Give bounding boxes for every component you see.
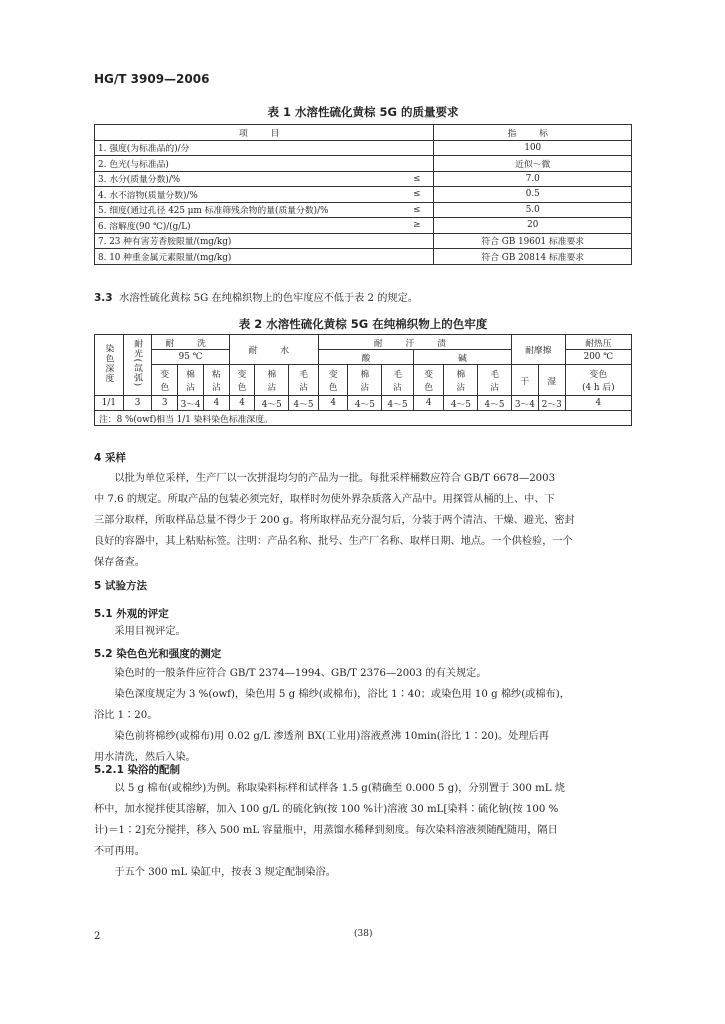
standard-number: HG/T 3909—2006: [94, 72, 210, 86]
table-row: [95, 396, 632, 411]
symbol-cell: [400, 233, 434, 249]
table1-quality-requirements: [94, 124, 632, 265]
value-cell: 符合 GB 19601 标准要求: [434, 233, 632, 249]
table-header-row: [95, 335, 632, 350]
table-row: [95, 171, 632, 187]
paragraph-line: 染色深度规定为 3 %(owf)，染色用 5 g 棉纱(或棉布)，浴比 1∶40；或染色用 10 g 棉纱(或棉布)，: [114, 689, 570, 700]
paragraph-line: 以 5 g 棉布(或棉纱)为例。称取染料标样和试样各 1.5 g(精确至 0.000 5 g)，分别置于 300 mL 烧: [114, 783, 565, 794]
section-4-title: 4 采样: [94, 452, 126, 464]
original-page-number: (38): [354, 929, 373, 939]
item-cell: 1. 强度(为标准品的)/分: [95, 140, 401, 156]
data-cell: 4～5: [289, 396, 319, 411]
sub-header-bottom: 沾: [186, 383, 195, 393]
sub-header: [204, 365, 230, 396]
symbol-cell: ≤: [400, 187, 434, 203]
section-number: 3.3: [94, 292, 113, 304]
table-row: [95, 202, 632, 218]
sub-header-top: 变: [160, 370, 170, 380]
rub-header: 耐摩擦: [511, 335, 565, 365]
section-3-3: [94, 288, 418, 309]
table1-caption: 表 1 水溶性硫化黄棕 5G 的质量要求: [267, 105, 459, 119]
data-cell: 3～4: [178, 396, 204, 411]
table2-caption: 表 2 水溶性硫化黄棕 5G 在纯棉织物上的色牢度: [238, 317, 488, 331]
symbol-cell: ≤: [400, 171, 434, 187]
sub-header-top: 棉: [360, 370, 370, 380]
col-spec-header: 指 标: [434, 125, 632, 141]
section-5-2-1-title: 5.2.1 染浴的配制: [94, 764, 181, 776]
section-4-body: [94, 468, 634, 573]
heat-sub-header: [565, 365, 631, 396]
value-cell: 符合 GB 20814 标准要求: [434, 249, 632, 265]
sub-header-top: 毛: [299, 370, 308, 380]
item-cell: 5. 细度(通过孔径 425 μm 标准筛残余物的量(质量分数)/%: [95, 202, 401, 218]
section-text: 水溶性硫化黄棕 5G 在纯棉织物上的色牢度应不低于表 2 的规定。: [119, 293, 419, 304]
sub-header-bottom: 色: [237, 383, 247, 393]
sub-header: [318, 365, 348, 396]
col-item-header: 项 目: [95, 125, 434, 141]
sub-header: [255, 365, 289, 396]
data-cell: 4～5: [348, 396, 382, 411]
sub-header-top: 粘: [211, 370, 221, 380]
data-cell: 4: [413, 396, 444, 411]
sub-header: [289, 365, 319, 396]
sub-header-bottom: 沾: [267, 383, 277, 393]
sub-header-bottom: 色: [328, 383, 338, 393]
item-cell: 3. 水分(质量分数)/%: [95, 171, 401, 187]
table-row: [95, 233, 632, 249]
symbol-cell: [400, 156, 434, 172]
data-cell: 3: [123, 396, 152, 411]
table-header-row: [95, 365, 632, 396]
sub-header-bottom: 沾: [360, 383, 370, 393]
paragraph-line: 采用目视评定。: [114, 626, 186, 637]
light-header: [123, 335, 152, 396]
data-cell: 4～5: [255, 396, 289, 411]
wash-header: 耐 洗: [152, 335, 229, 350]
table-row: [95, 156, 632, 172]
table-row: [95, 249, 632, 265]
paragraph-line: 染色时的一般条件应符合 GB/T 2374—1994、GB/T 2376—2003 的有关规定。: [114, 668, 487, 679]
section-5-2-1-body: [94, 778, 634, 883]
sub-header-bottom: 沾: [490, 383, 499, 393]
paragraph-line: 杯中，加水搅拌使其溶解，加入 100 g/L 的硫化钠(按 100 %计)溶液 30 mL[染料∶硫化钠(按 100 %: [94, 804, 559, 815]
value-cell: 7.0: [434, 171, 632, 187]
paragraph-line: 不可再用。: [94, 846, 145, 857]
section-5-2-body: [94, 663, 634, 768]
section-5-title: 5 试验方法: [94, 580, 147, 592]
sub-header-bottom: 色: [160, 383, 170, 393]
table2-color-fastness: [94, 334, 632, 426]
data-cell: 4: [229, 396, 255, 411]
sub-header-bottom: 沾: [211, 383, 221, 393]
paragraph-line: 染色前将棉纱(或棉布)用 0.02 g/L 渗透剂 BX(工业用)溶液煮沸 10min(浴比 1∶20)。处理后再: [114, 731, 549, 742]
table-row: [95, 218, 632, 234]
sub-header: [413, 365, 444, 396]
sub-header-bottom: 沾: [456, 383, 466, 393]
symbol-cell: ≥: [400, 218, 434, 234]
sub-header-bottom: 沾: [393, 383, 402, 393]
heat-temp: 200 ℃: [565, 350, 631, 365]
data-cell: 4～5: [382, 396, 414, 411]
sub-header: [348, 365, 382, 396]
item-cell: 4. 水不溶物(质量分数)/%: [95, 187, 401, 203]
sub-header-top: 毛: [490, 370, 499, 380]
data-cell: 3: [152, 396, 178, 411]
sub-header-top: 变: [237, 370, 247, 380]
paragraph-line: 中 7.6 的规定。所取产品的包装必须完好，取样时勿使外界杂质落入产品中。用探管从桶的上、中、下: [94, 494, 555, 505]
sub-header: [382, 365, 414, 396]
paragraph-line: 三部分取样，所取样品总量不得少于 200 g。将所取样品充分混匀后，分装于两个清洁、干燥、避光、密封: [94, 515, 575, 526]
data-cell: 3～4: [511, 396, 538, 411]
paragraph-line: 计)＝1∶2]充分搅拌，移入 500 mL 容量瓶中，用蒸馏水稀释到刻度。每次染料溶液须随配随用，隔日: [94, 825, 558, 836]
sub-header: [152, 365, 178, 396]
sub-header-top: 棉: [267, 370, 277, 380]
data-cell: 2～3: [538, 396, 565, 411]
depth-header: [95, 335, 124, 396]
paragraph-line: 以批为单位采样，生产厂以一次拼混均匀的产品为一批。每批采样桶数应符合 GB/T 6678—2003: [114, 473, 556, 484]
value-cell: 100: [434, 140, 632, 156]
paragraph-line: 用水清洗，然后入染。: [94, 752, 196, 763]
data-cell: 1/1: [95, 396, 124, 411]
wet-header: 湿: [538, 365, 565, 396]
paragraph-line: 于五个 300 mL 染缸中，按表 3 规定配制染浴。: [114, 867, 336, 878]
section-5-2-title: 5.2 染色色光和强度的测定: [94, 648, 222, 660]
sub-header: [478, 365, 512, 396]
data-cell: 4: [318, 396, 348, 411]
paragraph-line: 浴比 1∶20。: [94, 710, 158, 721]
light-header-text: 耐光(氙弧): [132, 339, 143, 388]
heat-sub-top: 变色: [589, 370, 608, 380]
table-note-row: [95, 411, 632, 426]
wash-temp: 95 ℃: [152, 350, 229, 365]
section-5-1-text: [94, 621, 186, 642]
alkali-header: 碱: [413, 350, 511, 365]
dry-header: 干: [511, 365, 538, 396]
sub-header: [229, 365, 255, 396]
value-cell: 近似～微: [434, 156, 632, 172]
depth-header-text: 染色深度: [103, 343, 114, 384]
item-cell: 2. 色光(与标准品): [95, 156, 401, 172]
sub-header-bottom: 色: [424, 383, 434, 393]
sub-header: [178, 365, 204, 396]
sub-header-top: 棉: [456, 370, 466, 380]
symbol-cell: [400, 140, 434, 156]
data-cell: 4: [565, 396, 631, 411]
table-note: 注：8 %(owf)相当 1/1 染料染色标准深度。: [95, 411, 632, 426]
sub-header-top: 变: [424, 370, 434, 380]
heat-sub-bottom: (4 h 后): [582, 383, 615, 393]
data-cell: 4: [204, 396, 230, 411]
table-row: [95, 187, 632, 203]
data-cell: 4～5: [444, 396, 478, 411]
item-cell: 6. 溶解度(90 ℃)/(g/L): [95, 218, 401, 234]
value-cell: 0.5: [434, 187, 632, 203]
item-cell: 8. 10 种重金属元素限量/(mg/kg): [95, 249, 401, 265]
sweat-header: 耐 汗 渍: [318, 335, 511, 350]
data-cell: 4～5: [478, 396, 512, 411]
item-cell: 7. 23 种有害芳香胺限量/(mg/kg): [95, 233, 401, 249]
sub-header: [444, 365, 478, 396]
symbol-cell: ≤: [400, 202, 434, 218]
section-5-1-title: 5.1 外观的评定: [94, 608, 169, 620]
sub-header-top: 变: [328, 370, 338, 380]
page-number: 2: [94, 931, 101, 942]
table-row: [95, 140, 632, 156]
acid-header: 酸: [318, 350, 413, 365]
value-cell: 20: [434, 218, 632, 234]
sub-header-bottom: 沾: [299, 383, 308, 393]
paragraph-line: 保存备查。: [94, 557, 145, 568]
value-cell: 5.0: [434, 202, 632, 218]
symbol-cell: [400, 249, 434, 265]
sub-header-top: 棉: [186, 370, 195, 380]
sub-header-top: 毛: [393, 370, 402, 380]
water-header: 耐 水: [229, 335, 318, 365]
paragraph-line: 良好的容器中，其上粘贴标签。注明：产品名称、批号、生产厂名称、取样日期、地点。一个供检验，一个: [94, 536, 573, 547]
table-header-row: [95, 125, 632, 141]
heat-press-header: 耐热压: [565, 335, 631, 350]
